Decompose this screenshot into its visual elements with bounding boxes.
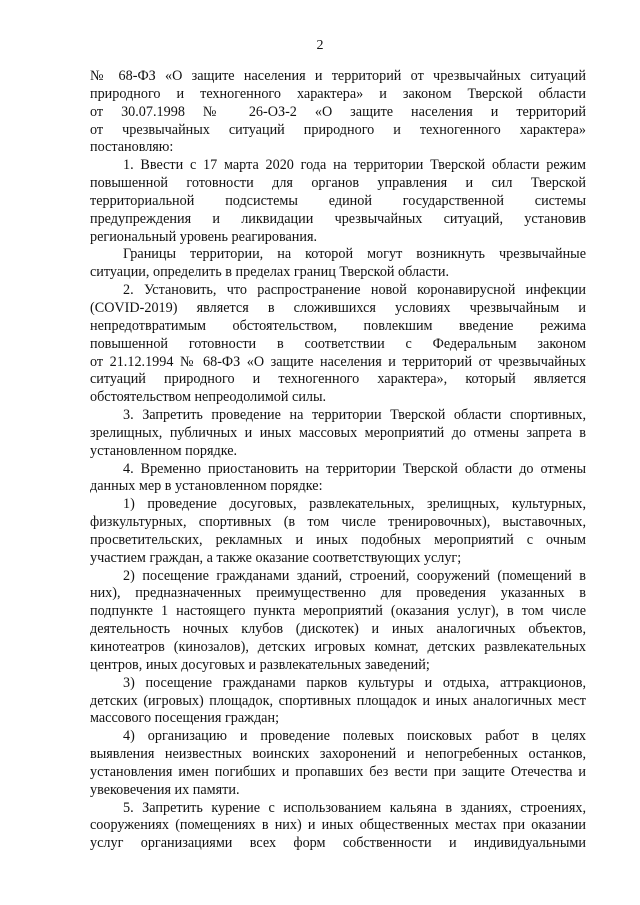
text-line: установленном порядке.	[90, 442, 238, 459]
text-line: Границы территории, на которой могут возникнуть чрезвычайные	[123, 246, 586, 263]
text-line: подпункте 1 настоящего пункта мероприятий (оказания услуг), в том числе	[90, 603, 586, 620]
text-line: 2) посещение гражданами зданий, строений, сооружений (помещений в	[123, 567, 586, 584]
text-line: 1) проведение досуговых, развлекательных, зрелищных, культурных,	[123, 496, 586, 513]
text-line: сооружениях (помещениях в них) и иных общественных местах при оказании	[90, 817, 586, 834]
text-line: 4. Временно приостановить на территории Тверской области до отмены	[123, 460, 586, 477]
text-line: 3) посещение гражданами парков культуры и отдыха, аттракционов,	[123, 674, 586, 691]
text-line: территориальной подсистемы единой государственной системы	[90, 192, 586, 209]
text-line: от чрезвычайных ситуаций природного и техногенного характера»	[90, 121, 586, 138]
text-line: от 30.07.1998 № 26-ОЗ-2 «О защите населения и территорий	[90, 103, 586, 120]
text-line: увековечения их памяти.	[90, 781, 240, 798]
text-line: участием граждан, а также оказание соответствующих услуг;	[90, 549, 462, 566]
text-line: 3. Запретить проведение на территории Тверской области спортивных,	[123, 407, 586, 424]
text-line: региональный уровень реагирования.	[90, 228, 318, 245]
text-line: кинотеатров (кинозалов), детских игровых комнат, детских развлекательных	[90, 639, 586, 655]
page-number: 2	[316, 38, 324, 53]
text-line: центров, иных досуговых и развлекательных заведений;	[90, 656, 430, 673]
text-line: повышенной готовности в соответствии с Федеральным законом	[90, 335, 586, 352]
text-line: постановляю:	[90, 139, 174, 156]
text-line: (COVID-2019) является в сложившихся условиях чрезвычайным и	[90, 299, 586, 316]
text-line: деятельность ночных клубов (дискотек) и иных аналогичных объектов,	[90, 621, 586, 638]
text-line: 2. Установить, что распространение новой коронавирусной инфекции	[123, 282, 586, 299]
text-line: от 21.12.1994 № 68-ФЗ «О защите населения и территорий от чрезвычайных	[90, 353, 586, 370]
text-line: ситуаций природного и техногенного характера», который является	[90, 371, 586, 388]
text-line: выявления неизвестных воинских захоронений и непогребенных останков,	[90, 746, 586, 763]
text-line: массового посещения граждан;	[90, 710, 280, 727]
text-line: данных мер в установленном порядке:	[90, 478, 323, 495]
text-line: 5. Запретить курение с использованием кальяна в зданиях, строениях,	[123, 799, 586, 816]
text-line: установления имен погибших и пропавших без вести при защите Отечества и	[90, 763, 586, 780]
text-line: 4) организацию и проведение полевых поисковых работ в целях	[123, 728, 586, 745]
text-line: физкультурных, спортивных (в том числе тренировочных), выставочных,	[90, 514, 586, 531]
text-line: повышенной готовности для органов управления и сил Тверской	[90, 175, 586, 192]
text-line: них), предназначенных преимущественно для проведения указанных в	[90, 585, 586, 602]
text-line: ситуации, определить в пределах границ Тверской области.	[90, 264, 450, 281]
text-line: зрелищных, публичных и иных массовых мероприятий до отмены запрета в	[90, 424, 586, 441]
text-line: детских (игровых) площадок, спортивных площадок и иных аналогичных мест	[90, 692, 586, 709]
document-body	[90, 68, 586, 853]
text-line: природного и техногенного характера» и законом Тверской области	[90, 85, 586, 102]
text-line: № 68-ФЗ «О защите населения и территорий от чрезвычайных ситуаций	[90, 68, 586, 84]
text-line: 1. Ввести с 17 марта 2020 года на территории Тверской области режим	[123, 157, 586, 174]
text-line: непредотвратимым обстоятельством, повлекшим введение режима	[90, 317, 586, 334]
text-line: услуг организациями всех форм собственности и индивидуальными	[90, 835, 586, 852]
text-line: предупреждения и ликвидации чрезвычайных ситуаций, установив	[90, 210, 586, 227]
text-line: просветительских, рекламных и иных подобных мероприятий с очным	[90, 531, 586, 548]
text-line: обстоятельством непреодолимой силы.	[90, 389, 327, 406]
